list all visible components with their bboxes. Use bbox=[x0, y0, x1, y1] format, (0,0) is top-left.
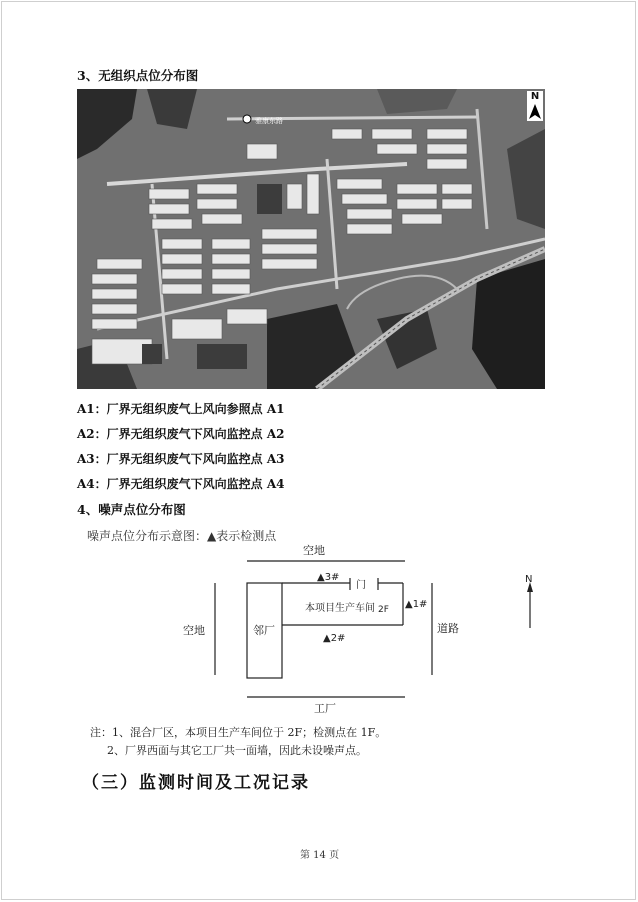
note-2: 2、厂界西面与其它工厂共一面墙，因此未设噪声点。 bbox=[107, 744, 367, 757]
page-number: 第 14 页 bbox=[300, 850, 340, 861]
section3-title: 3、无组织点位分布图 bbox=[77, 68, 199, 83]
diagram-right-label: 道路 bbox=[437, 622, 459, 635]
neighbor-factory-label: 邻厂 bbox=[253, 624, 275, 637]
diagram-top-label: 空地 bbox=[303, 544, 325, 557]
section4-title: 4、噪声点位分布图 bbox=[77, 502, 186, 517]
diagram-left-label: 空地 bbox=[183, 624, 205, 637]
legend-item-a2: A2：厂界无组织废气下风向监控点 A2 bbox=[77, 427, 285, 441]
legend-item-a4: A4：厂界无组织废气下风向监控点 A4 bbox=[77, 477, 285, 491]
noise-point-3: ▲3# bbox=[317, 572, 340, 583]
door-label: 门 bbox=[356, 580, 366, 591]
note-1: 注：1、混合厂区，本项目生产车间位于 2F；检测点在 1F。 bbox=[90, 726, 387, 739]
diagram-north-label: N bbox=[525, 574, 533, 585]
noise-point-2: ▲2# bbox=[323, 633, 346, 644]
noise-point-1: ▲1# bbox=[405, 599, 428, 610]
section-heading: （三）监测时间及工况记录 bbox=[82, 773, 310, 793]
diagram-bottom-label: 工厂 bbox=[314, 702, 336, 715]
legend-item-a1: A1：厂界无组织废气上风向参照点 A1 bbox=[77, 402, 285, 416]
legend-item-a3: A3：厂界无组织废气下风向监控点 A3 bbox=[77, 452, 285, 466]
compass-n: N bbox=[530, 91, 540, 102]
workshop-label: 本项目生产车间 bbox=[305, 603, 375, 614]
floor-label: 2F bbox=[378, 605, 389, 615]
road-label: 雅康东路 bbox=[255, 117, 283, 125]
noise-caption: 噪声点位分布示意图：▲表示检测点 bbox=[87, 529, 277, 543]
